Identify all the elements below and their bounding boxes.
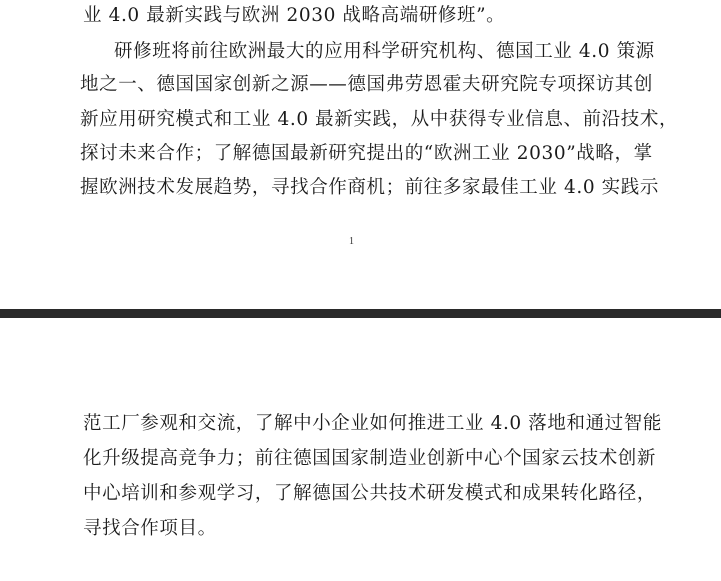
paragraph-line: 研修班将前往欧洲最大的应用科学研究机构、德国工业 4.0 策源 xyxy=(114,41,655,62)
paragraph-line: 寻找合作项目。 xyxy=(83,518,217,539)
document-page-2 xyxy=(0,318,721,581)
paragraph-line: 探讨未来合作；了解德国最新研究提出的“欧洲工业 2030”战略，掌 xyxy=(80,143,653,164)
paragraph-line: 业 4.0 最新实践与欧洲 2030 战略高端研修班”。 xyxy=(83,5,506,26)
paragraph-line: 化升级提高竞争力；前往德国国家制造业创新中心个国家云技术创新 xyxy=(83,448,657,469)
paragraph-line: 地之一、德国国家创新之源——德国弗劳恩霍夫研究院专项探访其创 xyxy=(80,74,654,95)
paragraph-line: 范工厂参观和交流，了解中小企业如何推进工业 4.0 落地和通过智能 xyxy=(83,413,662,434)
paragraph-line: 握欧洲技术发展趋势，寻找合作商机；前往多家最佳工业 4.0 实践示 xyxy=(80,177,659,198)
page-break-divider xyxy=(0,309,721,318)
paragraph-line: 新应用研究模式和工业 4.0 最新实践，从中获得专业信息、前沿技术， xyxy=(80,109,679,130)
page-number: 1 xyxy=(349,236,354,247)
paragraph-line: 中心培训和参观学习，了解德国公共技术研发模式和成果转化路径， xyxy=(83,483,657,504)
